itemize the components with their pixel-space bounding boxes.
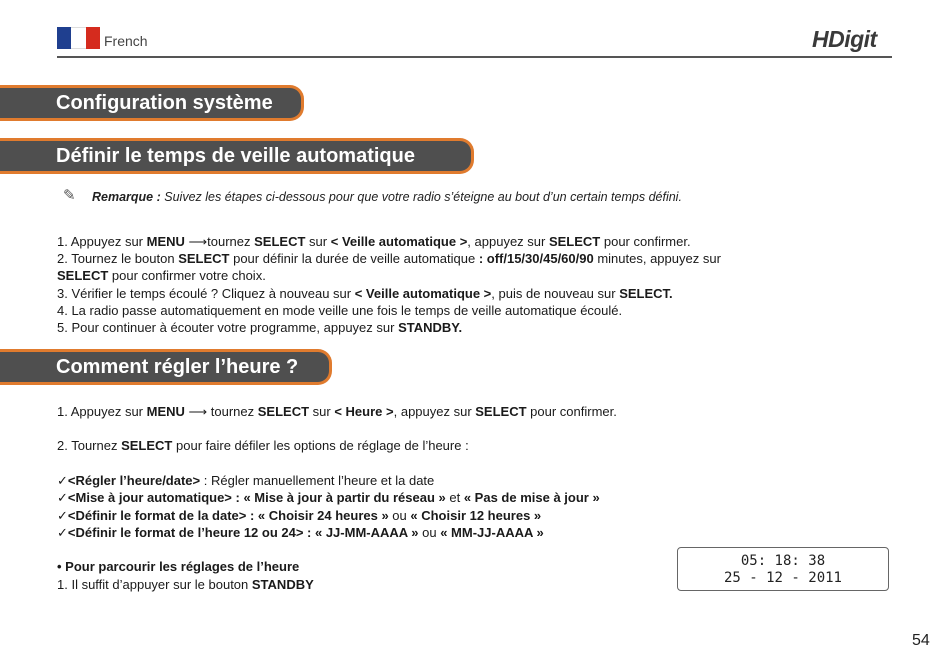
clock-option-auto-update: ✓<Mise à jour automatique> : « Mise à jour à partir du réseau » et « Pas de mise à jour » <box>57 490 600 505</box>
flag-red-stripe <box>86 27 100 49</box>
section-banner-standby <box>0 138 474 174</box>
standby-step-2-cont: SELECT pour confirmer votre choix. <box>57 268 266 283</box>
check-icon: ✓ <box>57 525 68 540</box>
standby-step-3: 3. Vérifier le temps écoulé ? Cliquez à nouveau sur < Veille automatique >, puis de nouveau sur SELECT. <box>57 286 673 301</box>
pencil-icon: ✎ <box>63 187 76 204</box>
flag-white-stripe <box>71 27 85 49</box>
note-text <box>92 190 682 204</box>
check-icon: ✓ <box>57 473 68 488</box>
note-body: Suivez les étapes ci-dessous pour que votre radio s’éteigne au bout d’un certain temps défini. <box>160 190 682 204</box>
section-banner-config <box>0 85 304 121</box>
french-flag-icon <box>57 27 100 49</box>
radio-display <box>677 547 889 591</box>
language-label: French <box>104 33 148 49</box>
clock-option-set-time: ✓<Régler l’heure/date> : Régler manuellement l’heure et la date <box>57 473 435 488</box>
clock-step-1: 1. Appuyez sur MENU ⟶ tournez SELECT sur < Heure >, appuyez sur SELECT pour confirmer. <box>57 404 617 419</box>
page-number: 54 <box>912 632 930 649</box>
clock-browse-heading: • Pour parcourir les réglages de l’heure <box>57 559 300 574</box>
clock-browse-step: 1. Il suffit d’appuyer sur le bouton STANDBY <box>57 577 314 592</box>
section-title-standby: Définir le temps de veille automatique <box>56 145 415 167</box>
standby-step-5: 5. Pour continuer à écouter votre programme, appuyez sur STANDBY. <box>57 320 463 335</box>
header-divider <box>57 56 892 58</box>
note-label: Remarque : <box>92 190 161 204</box>
section-title-clock: Comment régler l’heure ? <box>56 356 299 378</box>
section-banner-clock <box>0 349 332 385</box>
standby-step-4: 4. La radio passe automatiquement en mode veille une fois le temps de veille automatique écoulé. <box>57 303 623 318</box>
clock-option-date-format: ✓<Définir le format de la date> : « Choisir 24 heures » ou « Choisir 12 heures » <box>57 508 542 523</box>
clock-option-time-format: ✓<Définir le format de l’heure 12 ou 24> : « JJ-MM-AAAA » ou « MM-JJ-AAAA » <box>57 525 544 540</box>
standby-step-1: 1. Appuyez sur MENU ⟶tournez SELECT sur < Veille automatique >, appuyez sur SELECT pour confirmer. <box>57 234 691 249</box>
display-time: 05: 18: 38 <box>740 553 826 569</box>
brand-logo: HDigit <box>812 26 877 52</box>
clock-step-2: 2. Tournez SELECT pour faire défiler les options de réglage de l’heure : <box>57 438 469 453</box>
flag-blue-stripe <box>57 27 71 49</box>
check-icon: ✓ <box>57 490 68 505</box>
check-icon: ✓ <box>57 508 68 523</box>
display-date: 25 - 12 - 2011 <box>723 570 842 586</box>
standby-step-2: 2. Tournez le bouton SELECT pour définir la durée de veille automatique : off/15/30/45/60/90 minutes, appuyez sur <box>57 251 721 266</box>
section-title-config: Configuration système <box>56 92 273 114</box>
